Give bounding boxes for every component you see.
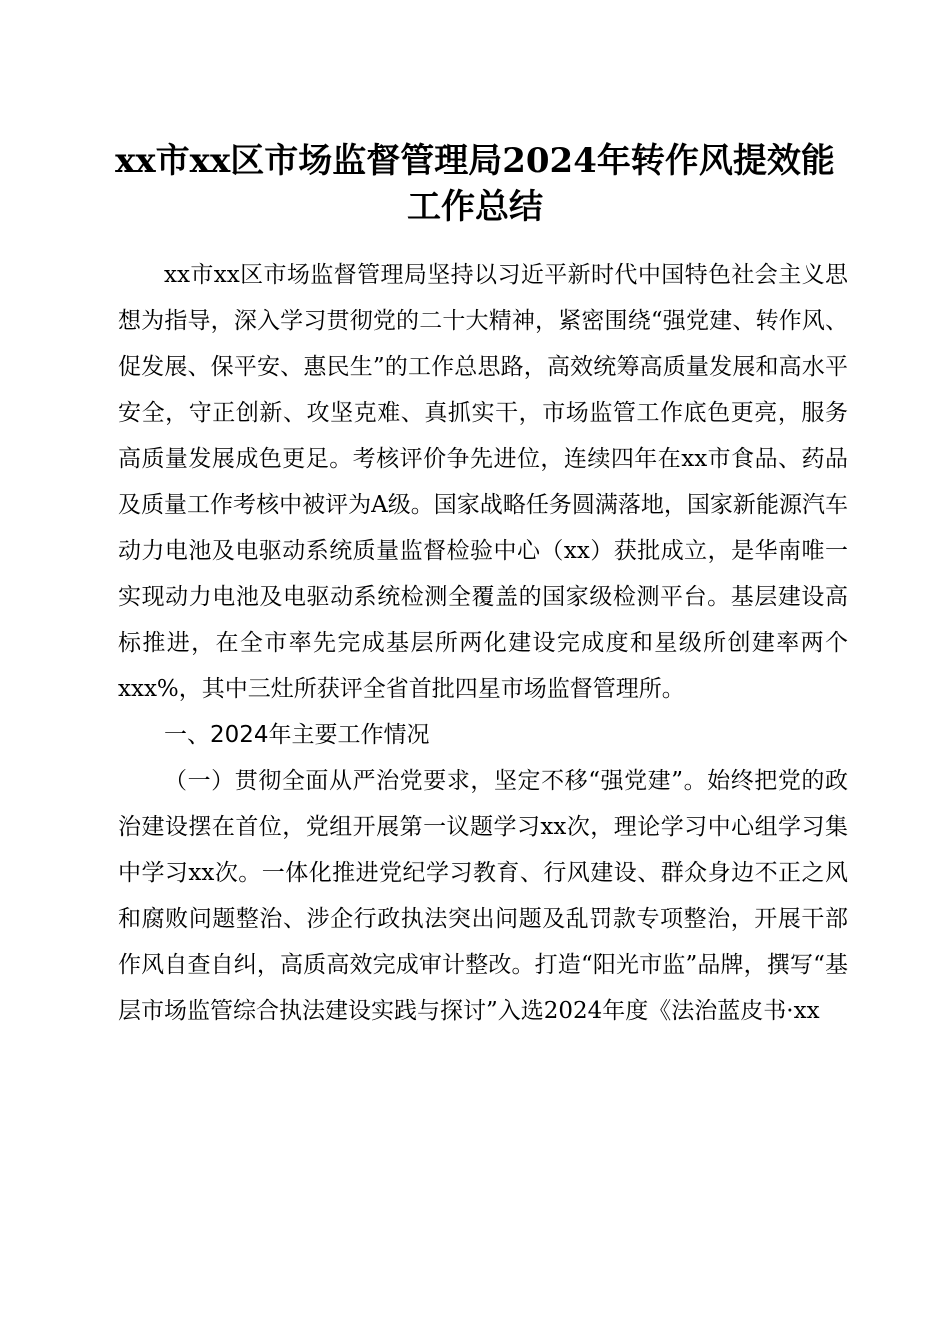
document-body bbox=[118, 252, 848, 1034]
document-title: xx市xx区市场监督管理局2024年转作风提效能工作总结 bbox=[115, 141, 835, 227]
section-heading: 一、2024年主要工作情况 bbox=[164, 722, 430, 748]
intro-paragraph: xx市xx区市场监督管理局坚持以习近平新时代中国特色社会主义思想为指导，深入学习贯彻党的二十大精神，紧密围绕“强党建、转作风、促发展、保平安、惠民生”的工作总思路，高效统筹高质量发展和高水平安全，守正创新、攻坚克难、真抓实干，市场监管工作底色更亮，服务高质量发展成色更足。考核评价争先进位，连续四年在xx市食品、药品及质量工作考核中被评为A级。国家战略任务圆满落地，国家新能源汽车动力电池及电驱动系统质量监督检验中心（xx）获批成立，是华南唯一实现动力电池及电驱动系统检测全覆盖的国家级检测平台。基层建设高标推进，在全市率先完成基层所两化建设完成度和星级所创建率两个xxx%，其中三灶所获评全省首批四星市场监督管理所。 bbox=[118, 262, 848, 702]
section-paragraph: （一）贯彻全面从严治党要求，坚定不移“强党建”。始终把党的政治建设摆在首位，党组开展第一议题学习xx次，理论学习中心组学习集中学习xx次。一体化推进党纪学习教育、行风建设、群众身边不正之风和腐败问题整治、涉企行政执法突出问题及乱罚款专项整治，开展干部作风自查自纠，高质高效完成审计整改。打造“阳光市监”品牌，撰写“基层市场监管综合执法建设实践与探讨”入选2024年度《法治蓝皮书·xx bbox=[118, 768, 848, 1024]
